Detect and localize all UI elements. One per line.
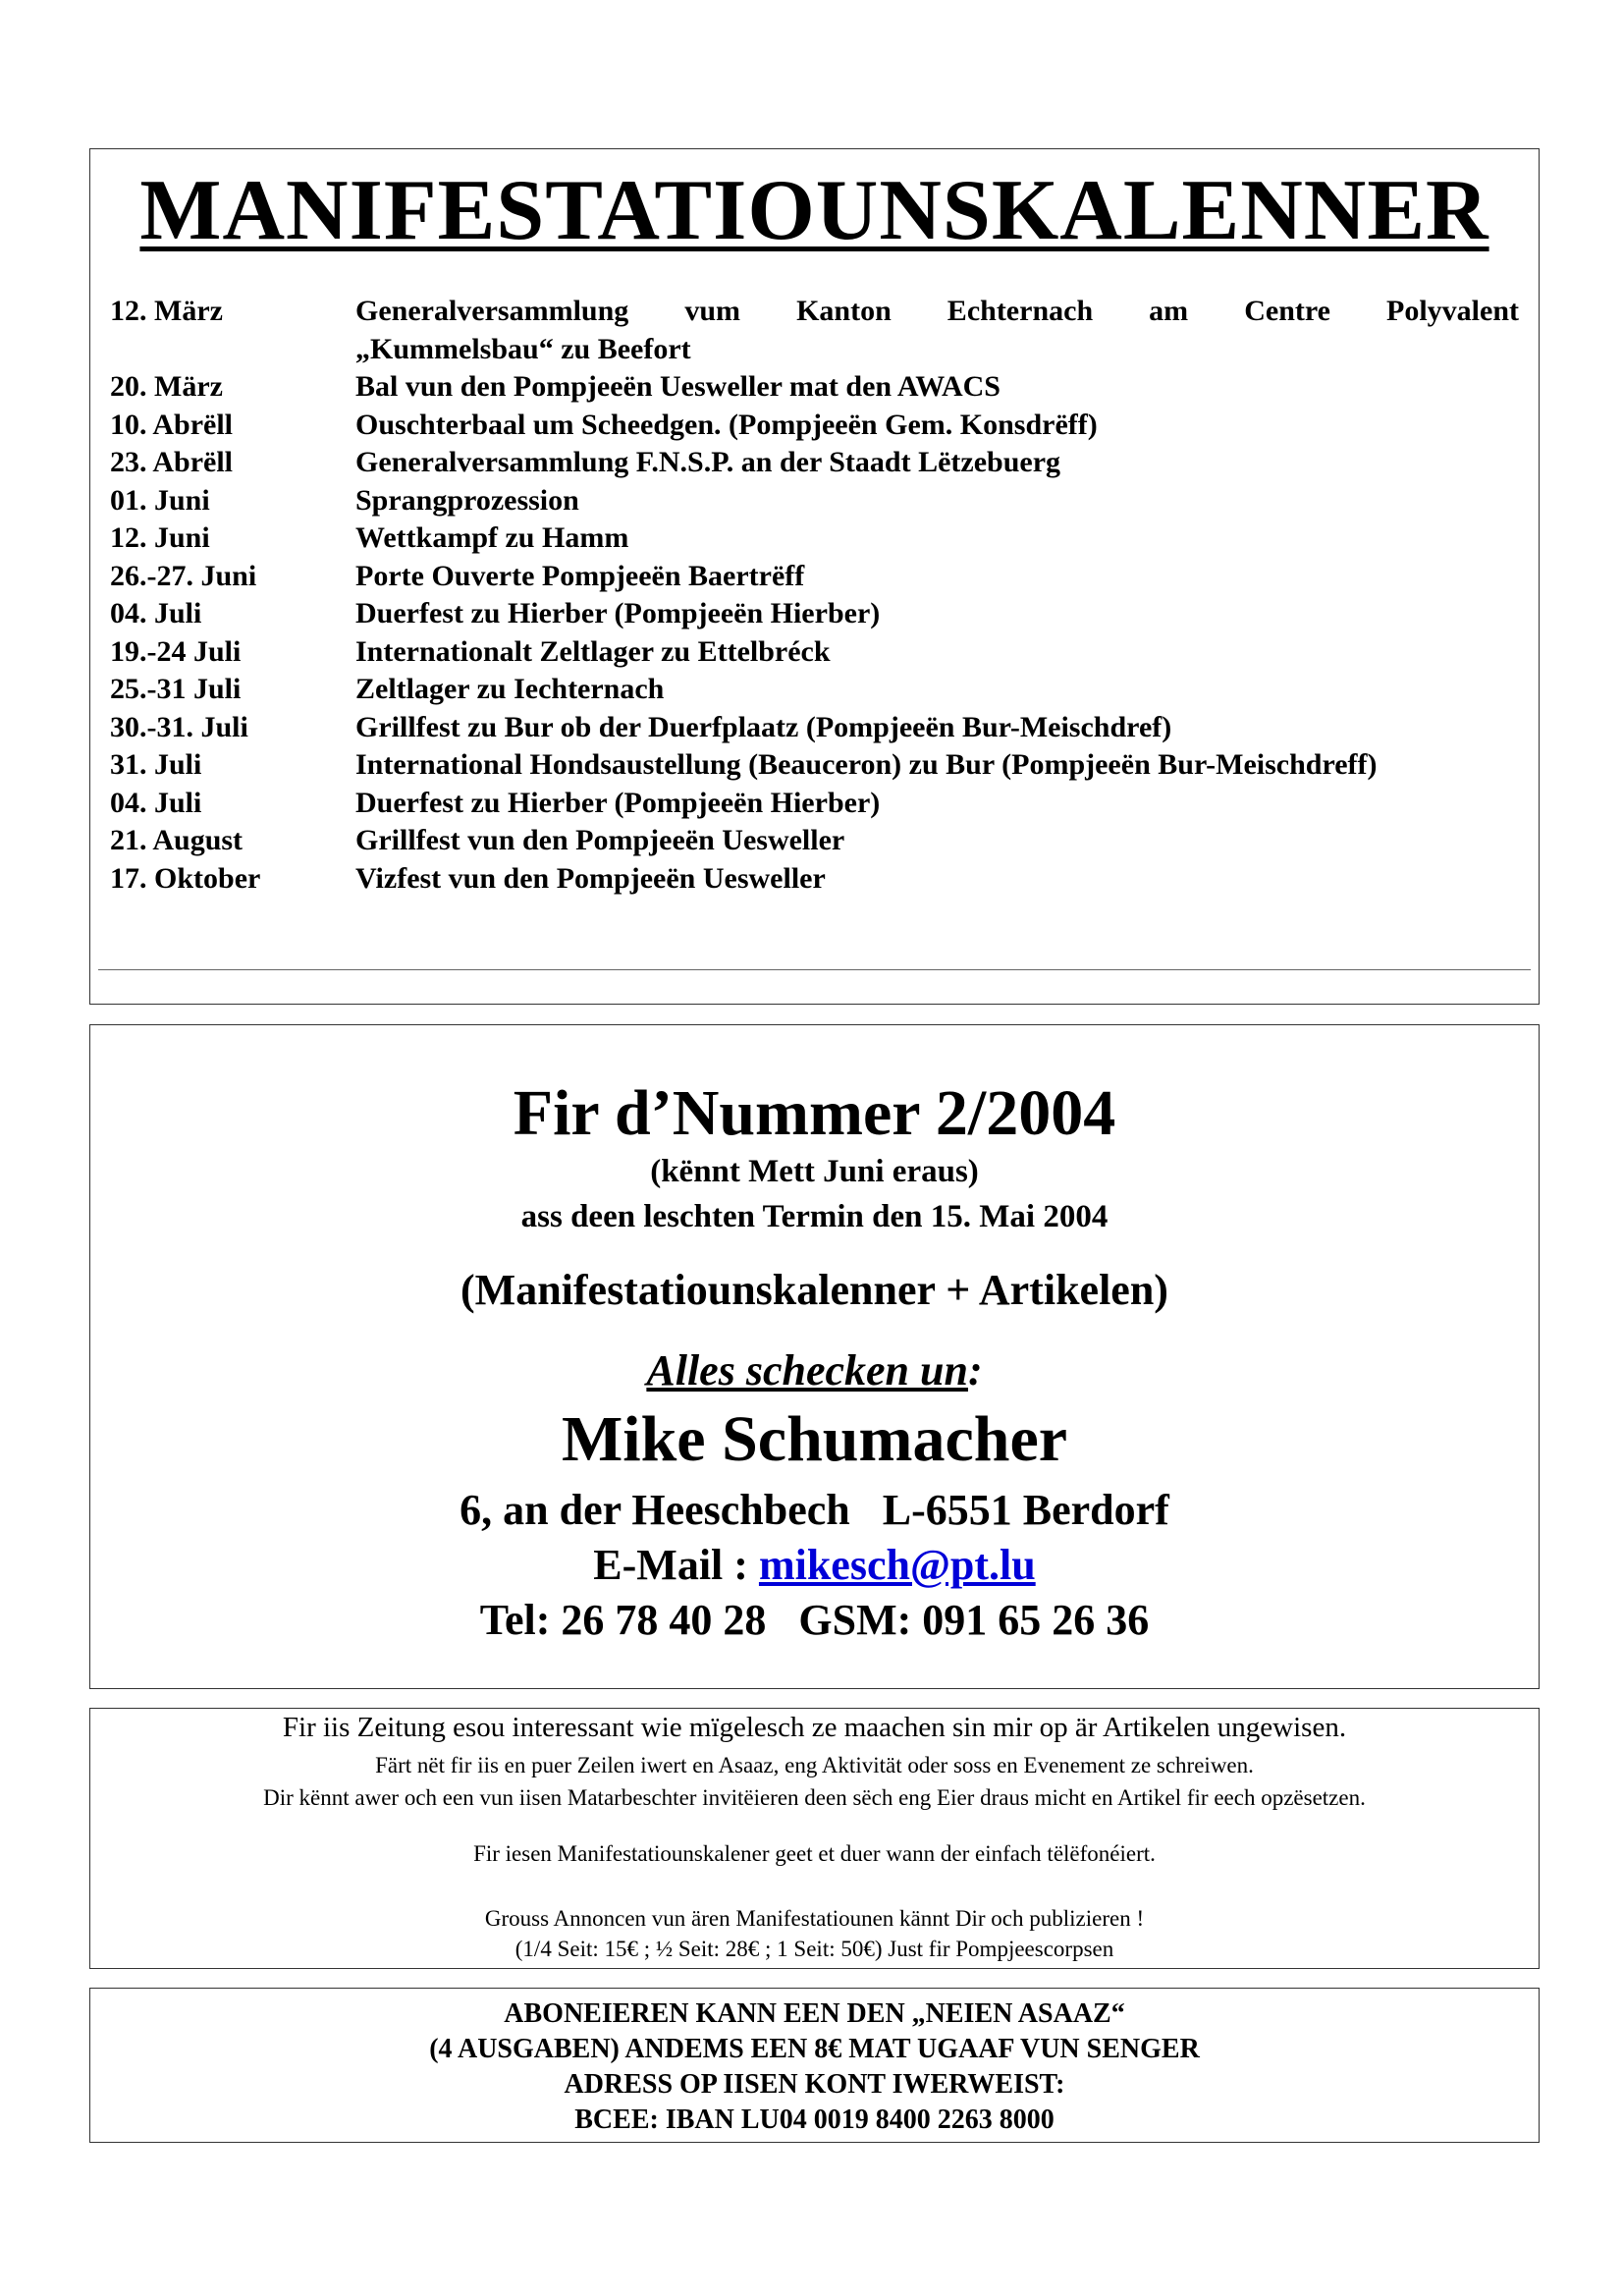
event-name: Sprangprozession xyxy=(355,483,579,517)
deadline-section xyxy=(89,1024,1540,1689)
info-section xyxy=(89,1708,1540,1969)
calendar-row xyxy=(110,331,1519,369)
info-line: (1/4 Seit: 15€ ; ½ Seit: 28€ ; 1 Seit: 50€) Just fir Pompjeescorpsen xyxy=(514,1937,1114,1961)
issue-release-note: (kënnt Mett Juni eraus) xyxy=(650,1154,979,1189)
info-line: Dir kënnt awer och een vun iisen Matarbeschter invitëieren deen sëch eng Eier draus micht en Artikel fir eech opzësetzen. xyxy=(263,1785,1366,1810)
event-date: 23. Abrëll xyxy=(110,446,233,478)
event-name: Zeltlager zu Iechternach xyxy=(355,673,665,705)
subscribe-line: (4 AUSGABEN) ANDEMS EEN 8€ MAT UGAAF VUN SENGER xyxy=(429,2034,1200,2064)
calendar-row xyxy=(110,785,1519,823)
event-date: 19.-24 Juli xyxy=(110,634,242,668)
calendar-row xyxy=(110,709,1519,747)
event-date: 17. Oktober xyxy=(110,861,261,895)
event-date-empty xyxy=(110,331,355,369)
subscribe-section xyxy=(89,1988,1540,2143)
calendar-row xyxy=(110,633,1519,672)
calendar-title-wrap xyxy=(90,161,1539,260)
calendar-row xyxy=(110,671,1519,709)
event-name: Bal vun den Pompjeeën Uesweller mat den AWACS xyxy=(355,370,1001,403)
info-prices xyxy=(90,1903,1539,1964)
issue-title: Fir d’Nummer 2/2004 xyxy=(513,1077,1116,1149)
event-date: 04. Juli xyxy=(110,597,202,629)
calendar-title: MANIFESTATIOUNSKALENNER xyxy=(139,163,1489,258)
event-name: Internationalt Zeltlager zu Ettelbréck xyxy=(355,634,831,668)
info-intro: Fir iis Zeitung esou interessant wie mïgelesch ze maachen sin mir op är Artikelen ungewisen. xyxy=(282,1712,1347,1743)
contact-address: 6, an der Heeschbech L-6551 Berdorf xyxy=(460,1486,1169,1534)
event-date: 01. Juni xyxy=(110,483,210,517)
email-label: E-Mail : xyxy=(593,1541,759,1589)
calendar-row xyxy=(110,482,1519,520)
event-name: Porte Ouverte Pompjeeën Baertrëff xyxy=(355,559,805,592)
calendar-row xyxy=(110,860,1519,899)
contact-email-line xyxy=(90,1540,1539,1590)
event-date: 25.-31 Juli xyxy=(110,673,242,705)
calendar-row xyxy=(110,595,1519,633)
info-line: Färt nët fir iis en puer Zeilen iwert en Asaaz, eng Aktivität oder soss en Evenement ze schreiwen. xyxy=(375,1753,1254,1777)
event-name: Grillfest vun den Pompjeeën Uesweller xyxy=(355,824,845,856)
event-date: 10. Abrëll xyxy=(110,408,233,441)
issue-subtitle xyxy=(90,1149,1539,1239)
calendar-section xyxy=(89,148,1540,1005)
send-to-heading xyxy=(90,1345,1539,1395)
info-line: Grouss Annoncen vun ären Manifestatiounen kännt Dir och publizieren ! xyxy=(484,1906,1145,1931)
calendar-row xyxy=(110,746,1519,785)
issue-contents: (Manifestatiounskalenner + Artikelen) xyxy=(460,1266,1168,1314)
event-date: 12. Juni xyxy=(110,521,210,554)
subscribe-iban: BCEE: IBAN LU04 0019 8400 2263 8000 xyxy=(574,2105,1055,2135)
calendar-divider xyxy=(98,969,1531,970)
event-name: Generalversammlung vum Kanton Echternach am Centre Polyvalent xyxy=(355,295,1519,327)
event-name: International Hondsaustellung (Beauceron) zu Bur (Pompjeeën Bur-Meischdreff) xyxy=(355,748,1378,781)
event-name: Vizfest vun den Pompjeeën Uesweller xyxy=(355,861,826,895)
event-date: 04. Juli xyxy=(110,786,202,819)
event-name: Duerfest zu Hierber (Pompjeeën Hierber) xyxy=(355,786,881,819)
event-name: Grillfest zu Bur ob der Duerfplaatz (Pompjeeën Bur-Meischdref) xyxy=(355,710,1172,743)
send-to-label: Alles schecken un xyxy=(646,1346,968,1394)
info-details xyxy=(90,1749,1539,1814)
event-date: 30.-31. Juli xyxy=(110,710,248,743)
event-date: 31. Juli xyxy=(110,748,202,781)
event-date: 12. März xyxy=(110,295,223,327)
subscribe-line: ABONEIEREN KANN EEN DEN „NEIEN ASAAZ“ xyxy=(504,1998,1125,2029)
calendar-row xyxy=(110,407,1519,445)
send-to-colon: : xyxy=(967,1346,983,1394)
calendar-row xyxy=(110,368,1519,407)
event-date: 21. August xyxy=(110,824,243,856)
subscribe-line: ADRESS OP IISEN KONT IWERWEIST: xyxy=(564,2069,1065,2100)
calendar-row xyxy=(110,444,1519,482)
event-date: 20. März xyxy=(110,370,223,403)
contact-phone: Tel: 26 78 40 28 GSM: 091 65 26 36 xyxy=(479,1596,1150,1644)
info-line: Fir iesen Manifestatiounskalener geet et duer wann der einfach tëlëfonéiert. xyxy=(473,1841,1156,1866)
issue-deadline: ass deen leschten Termin den 15. Mai 2004 xyxy=(520,1199,1109,1234)
event-name: Duerfest zu Hierber (Pompjeeën Hierber) xyxy=(355,597,881,629)
event-name-continued: „Kummelsbau“ zu Beefort xyxy=(355,332,691,365)
subscribe-text xyxy=(90,1996,1539,2138)
calendar-list xyxy=(110,293,1519,898)
event-name: Generalversammlung F.N.S.P. an der Staadt Lëtzebuerg xyxy=(355,446,1061,478)
event-name: Ouschterbaal um Scheedgen. (Pompjeeën Gem. Konsdrëff) xyxy=(355,408,1098,441)
event-date: 26.-27. Juni xyxy=(110,559,257,592)
calendar-row xyxy=(110,519,1519,558)
email-link[interactable]: mikesch@pt.lu xyxy=(758,1541,1036,1589)
calendar-row xyxy=(110,293,1519,331)
contact-name: Mike Schumacher xyxy=(561,1403,1068,1475)
calendar-row xyxy=(110,822,1519,860)
event-name: Wettkampf zu Hamm xyxy=(355,521,629,554)
calendar-row xyxy=(110,558,1519,596)
